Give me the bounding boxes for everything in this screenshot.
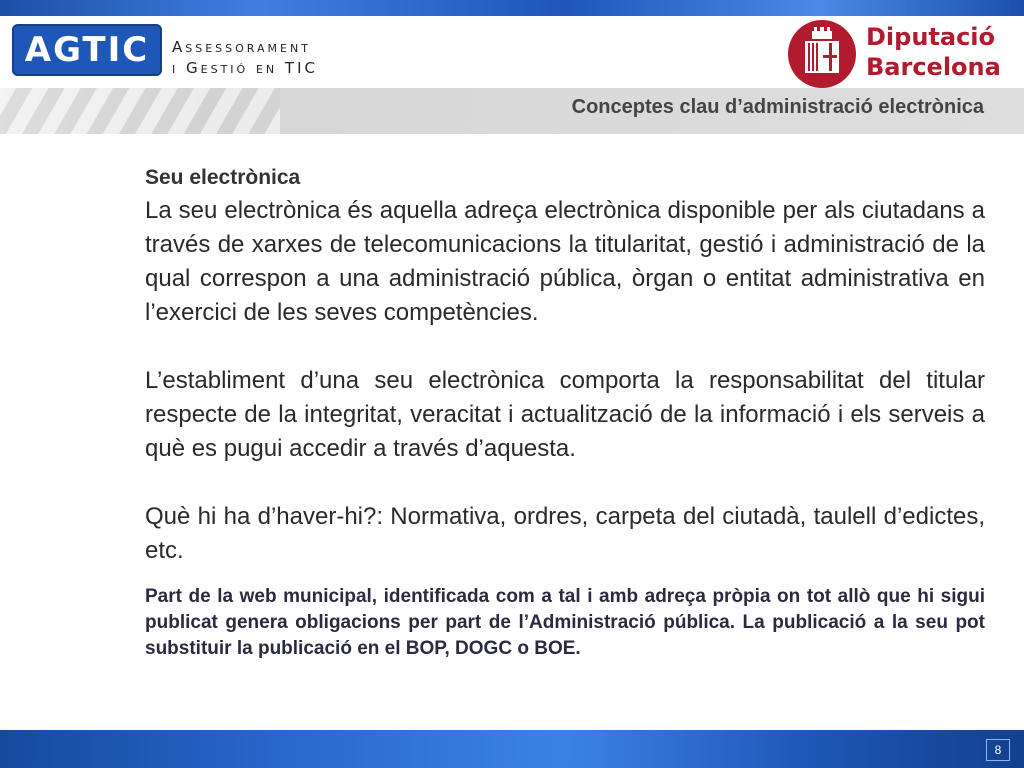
paragraph-responsibility: L’establiment d’una seu electrònica comporta la responsabilitat del titular respecte de la integritat, veracitat i actualització de la informació i els serveis a què es pugui accedir a través d’aquesta.	[145, 367, 985, 462]
dip-line1: Diputació	[866, 23, 996, 51]
agtic-subtitle-line1: Assessorament	[172, 38, 311, 56]
dip-line2: Barcelona	[866, 53, 1001, 81]
diputacio-emblem-icon	[787, 19, 857, 89]
paragraph-contents: Què hi ha d’haver-hi?: Normativa, ordres, carpeta del ciutadà, taulell d’edictes, etc.	[145, 503, 985, 564]
slide-content	[145, 166, 985, 662]
footer-bar	[0, 730, 1024, 768]
agtic-subtitle-line2: i Gestió en TIC	[172, 59, 318, 77]
page-number: 8	[986, 739, 1010, 761]
paragraph-definition: La seu electrònica és aquella adreça electrònica disponible per als ciutadans a través de xarxes de telecomunicacions la titularitat, gestió i administració de la qual correspon a una administració pública, òrgan o entitat administrativa en l’exercici de les seves competències.	[145, 197, 985, 326]
diputacio-barcelona-logo	[866, 22, 1001, 82]
agtic-logo: AGTIC	[12, 24, 162, 76]
top-decorative-stripe	[0, 0, 1024, 16]
content-heading: Seu electrònica	[145, 166, 301, 189]
paragraph-summary: Part de la web municipal, identificada com a tal i amb adreça pròpia on tot allò que hi sigui publicat genera obligacions per part de l’Administració pública. La publicació a la seu pot substituir la publicació en el BOP, DOGC o BOE.	[145, 586, 985, 659]
section-title: Conceptes clau d’administració electrònica	[571, 96, 984, 118]
agtic-logo-subtitle	[172, 37, 318, 79]
